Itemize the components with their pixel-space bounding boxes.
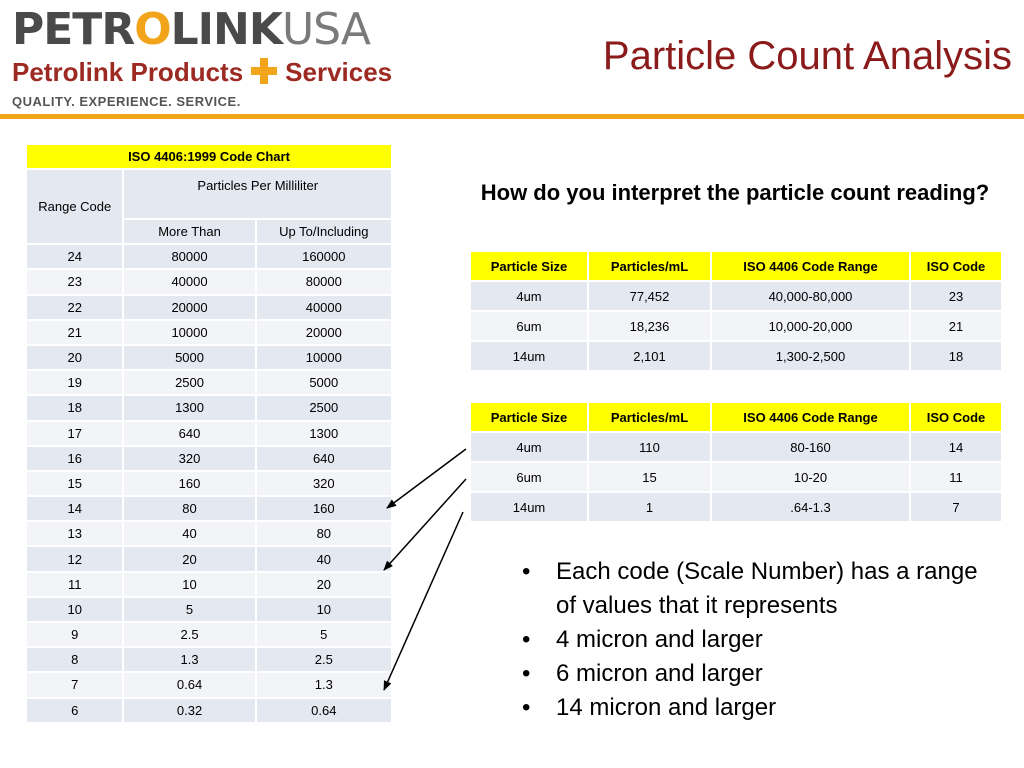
iso-code-chart [25, 143, 393, 724]
up-to-cell: 160000 [256, 244, 392, 269]
range-code-cell: 8 [26, 647, 123, 672]
more-than-cell: 2.5 [123, 622, 255, 647]
up-to-cell: 320 [256, 471, 392, 496]
more-than-cell: 5 [123, 597, 255, 622]
iso-code-cell: 21 [910, 311, 1002, 341]
more-than-cell: 5000 [123, 345, 255, 370]
range-code-cell: 11 [26, 572, 123, 597]
particles-per-ml-cell: 18,236 [588, 311, 711, 341]
result-row [470, 492, 1002, 522]
code-range-cell: 10-20 [711, 462, 910, 492]
range-code-cell: 20 [26, 345, 123, 370]
more-than-cell: 0.64 [123, 672, 255, 697]
up-to-cell: 160 [256, 496, 392, 521]
iso-code-cell: 18 [910, 341, 1002, 371]
up-to-cell: 10000 [256, 345, 392, 370]
title-divider [0, 114, 1024, 119]
logo-text-o: O [134, 4, 171, 55]
range-code-cell: 15 [26, 471, 123, 496]
range-code-cell: 12 [26, 546, 123, 571]
code-range-cell: .64-1.3 [711, 492, 910, 522]
up-to-cell: 20000 [256, 320, 392, 345]
iso-code-cell: 23 [910, 281, 1002, 311]
result2-header-size: Particle Size [470, 402, 588, 432]
iso-code-cell: 7 [910, 492, 1002, 522]
iso-chart-row [26, 521, 392, 546]
logo-text-petr: PETR [12, 4, 135, 55]
result1-header-size: Particle Size [470, 251, 588, 281]
particles-per-ml-cell: 1 [588, 492, 711, 522]
range-code-header: Range Code [26, 169, 123, 244]
logo-text-link: LINK [170, 4, 282, 55]
more-than-cell: 1.3 [123, 647, 255, 672]
particle-size-cell: 14um [470, 341, 588, 371]
arrow-to-code-7 [384, 512, 463, 690]
range-code-cell: 24 [26, 244, 123, 269]
result-row [470, 281, 1002, 311]
range-code-cell: 18 [26, 395, 123, 420]
result1-header-code: ISO Code [910, 251, 1002, 281]
range-code-cell: 21 [26, 320, 123, 345]
up-to-cell: 10 [256, 597, 392, 622]
iso-chart-row [26, 572, 392, 597]
up-to-cell: 40 [256, 546, 392, 571]
bullet-item: • Each code (Scale Number) has a range of values that it represents [520, 555, 1000, 623]
iso-chart-row [26, 622, 392, 647]
iso-chart-row [26, 295, 392, 320]
particles-per-ml-cell: 2,101 [588, 341, 711, 371]
range-code-cell: 22 [26, 295, 123, 320]
bullet-item: • 14 micron and larger [520, 691, 1000, 725]
iso-chart-row [26, 244, 392, 269]
iso-chart-row [26, 698, 392, 723]
up-to-cell: 5000 [256, 370, 392, 395]
particle-size-cell: 4um [470, 432, 588, 462]
iso-chart-row [26, 672, 392, 697]
range-code-cell: 9 [26, 622, 123, 647]
particle-size-cell: 4um [470, 281, 588, 311]
arrow-to-code-11 [384, 479, 466, 570]
iso-chart-row [26, 269, 392, 294]
more-than-cell: 320 [123, 446, 255, 471]
plus-icon [251, 58, 277, 84]
arrow-to-code-14 [387, 449, 466, 508]
range-code-cell: 23 [26, 269, 123, 294]
particles-per-ml-header: Particles Per Milliliter [123, 169, 392, 219]
particle-size-cell: 6um [470, 462, 588, 492]
range-code-cell: 16 [26, 446, 123, 471]
more-than-cell: 20000 [123, 295, 255, 320]
code-range-cell: 1,300-2,500 [711, 341, 910, 371]
up-to-cell: 0.64 [256, 698, 392, 723]
logo-subtitle [12, 56, 392, 88]
up-to-cell: 20 [256, 572, 392, 597]
bullet-item: • 4 micron and larger [520, 623, 1000, 657]
range-code-cell: 19 [26, 370, 123, 395]
iso-chart-row [26, 471, 392, 496]
logo-tagline: QUALITY. EXPERIENCE. SERVICE. [12, 94, 241, 109]
more-than-cell: 0.32 [123, 698, 255, 723]
logo-sub-services: Services [285, 57, 393, 87]
petrolink-logo [12, 4, 392, 114]
iso-chart-row [26, 597, 392, 622]
iso-chart-row [26, 647, 392, 672]
page-title: Particle Count Analysis [602, 34, 1012, 78]
more-than-cell: 640 [123, 421, 255, 446]
result2-header-code: ISO Code [910, 402, 1002, 432]
range-code-cell: 7 [26, 672, 123, 697]
more-than-cell: 2500 [123, 370, 255, 395]
more-than-cell: 80 [123, 496, 255, 521]
more-than-cell: 1300 [123, 395, 255, 420]
logo-text-usa: USA [281, 4, 370, 55]
code-range-cell: 80-160 [711, 432, 910, 462]
result-row [470, 311, 1002, 341]
result1-body [470, 281, 1002, 371]
iso-chart-row [26, 370, 392, 395]
logo-sub-products: Petrolink Products [12, 57, 244, 87]
more-than-cell: 20 [123, 546, 255, 571]
interpretation-question: How do you interpret the particle count reading? [480, 180, 990, 205]
result-row [470, 462, 1002, 492]
more-than-cell: 160 [123, 471, 255, 496]
more-than-cell: 10 [123, 572, 255, 597]
up-to-cell: 40000 [256, 295, 392, 320]
code-range-cell: 40,000-80,000 [711, 281, 910, 311]
particle-result-table-2 [469, 401, 1003, 523]
more-than-cell: 10000 [123, 320, 255, 345]
up-to-cell: 2500 [256, 395, 392, 420]
up-to-cell: 640 [256, 446, 392, 471]
more-than-cell: 40 [123, 521, 255, 546]
bullet-item: • 6 micron and larger [520, 657, 1000, 691]
iso-chart-row [26, 496, 392, 521]
up-to-cell: 1.3 [256, 672, 392, 697]
range-code-cell: 10 [26, 597, 123, 622]
more-than-header: More Than [123, 219, 255, 244]
iso-chart-row [26, 345, 392, 370]
particles-per-ml-cell: 77,452 [588, 281, 711, 311]
up-to-cell: 1300 [256, 421, 392, 446]
particle-result-table-1 [469, 250, 1003, 372]
iso-chart-row [26, 446, 392, 471]
range-code-cell: 14 [26, 496, 123, 521]
result2-header-count: Particles/mL [588, 402, 711, 432]
result-row [470, 341, 1002, 371]
bullet-list [520, 555, 1000, 725]
range-code-cell: 13 [26, 521, 123, 546]
result2-body [470, 432, 1002, 522]
result2-header-range: ISO 4406 Code Range [711, 402, 910, 432]
particles-per-ml-cell: 15 [588, 462, 711, 492]
iso-chart-body [26, 244, 392, 723]
iso-code-cell: 14 [910, 432, 1002, 462]
particles-per-ml-cell: 110 [588, 432, 711, 462]
up-to-cell: 2.5 [256, 647, 392, 672]
particle-size-cell: 14um [470, 492, 588, 522]
result1-header-count: Particles/mL [588, 251, 711, 281]
result-row [470, 432, 1002, 462]
up-to-cell: 5 [256, 622, 392, 647]
particle-size-cell: 6um [470, 311, 588, 341]
up-to-cell: 80000 [256, 269, 392, 294]
more-than-cell: 40000 [123, 269, 255, 294]
more-than-cell: 80000 [123, 244, 255, 269]
range-code-cell: 17 [26, 421, 123, 446]
code-range-cell: 10,000-20,000 [711, 311, 910, 341]
iso-chart-row [26, 320, 392, 345]
logo-wordmark [12, 4, 370, 56]
iso-code-cell: 11 [910, 462, 1002, 492]
range-code-cell: 6 [26, 698, 123, 723]
up-to-header: Up To/Including [256, 219, 392, 244]
iso-chart-row [26, 395, 392, 420]
up-to-cell: 80 [256, 521, 392, 546]
result1-header-range: ISO 4406 Code Range [711, 251, 910, 281]
iso-chart-caption: ISO 4406:1999 Code Chart [26, 144, 392, 169]
iso-chart-row [26, 546, 392, 571]
iso-chart-row [26, 421, 392, 446]
